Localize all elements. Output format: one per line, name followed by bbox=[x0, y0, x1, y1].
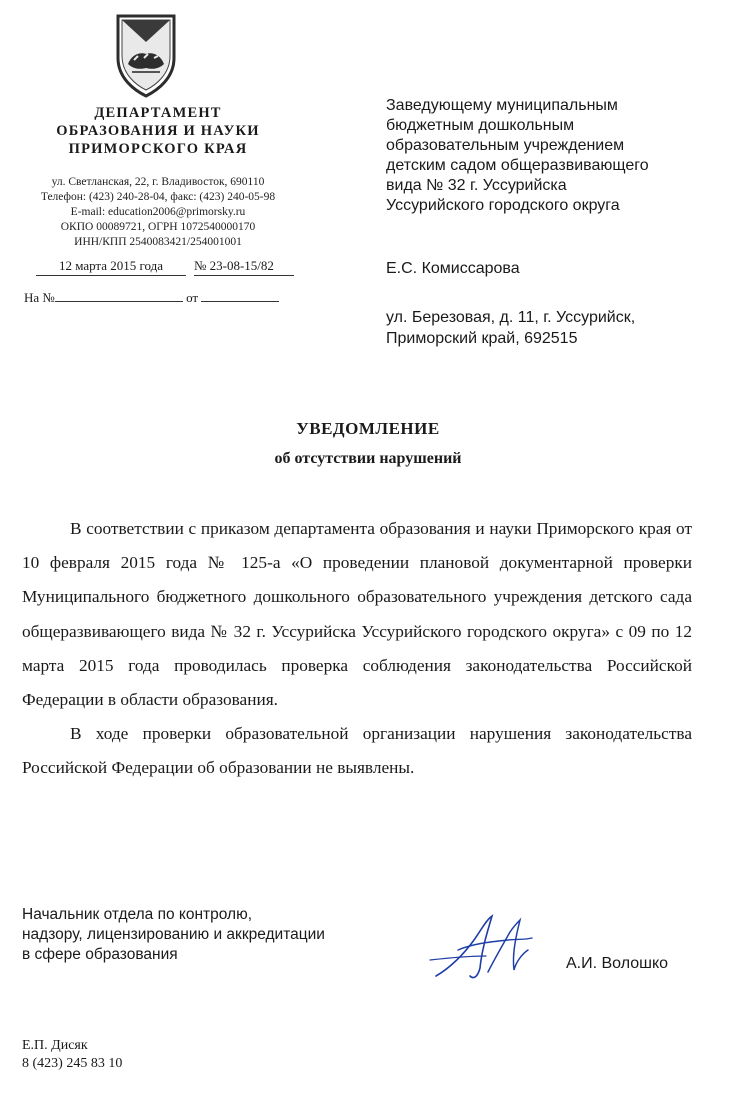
addressee-name: Е.С. Комиссарова bbox=[386, 260, 520, 277]
department-contacts bbox=[20, 175, 296, 250]
registration-date: 12 марта 2015 года bbox=[36, 258, 186, 276]
address-line: ул. Светланская, 22, г. Владивосток, 690110 bbox=[51, 176, 265, 188]
phone-line: Телефон: (423) 240-28-04, факс: (423) 240-05-98 bbox=[40, 191, 276, 203]
coat-of-arms-icon bbox=[114, 12, 178, 98]
inn-line: ИНН/КПП 2540083421/254001001 bbox=[74, 236, 242, 248]
signatory-name: А.И. Волошко bbox=[566, 955, 669, 972]
handwritten-signature bbox=[428, 910, 538, 984]
document-body bbox=[22, 512, 692, 786]
executor-name: Е.П. Дисяк bbox=[22, 1038, 88, 1053]
executor-phone: 8 (423) 245 83 10 bbox=[22, 1056, 123, 1071]
document-title: УВЕДОМЛЕНИЕ bbox=[296, 419, 440, 438]
email-line: E-mail: education2006@primorsky.ru bbox=[70, 206, 246, 218]
okpo-line: ОКПО 00089721, ОГРН 1072540000170 bbox=[60, 221, 256, 233]
body-paragraph: В соответствии с приказом департамента образования и науки Приморского края от 10 февраля 2015 года № 125-а «О проведении плановой документарной проверки Муниципального бюджетного дошкольного образовательного учреждения детского сада общеразвивающего вида № 32 г. Уссурийска Уссурийского городского округа» с 09 по 12 марта 2015 года проводилась проверка соблюдения законодательства Российской Федерации в области образования. bbox=[22, 519, 692, 710]
body-paragraph: В ходе проверки образовательной организации нарушения законодательства Российской Федерации об образовании не выявлены. bbox=[22, 724, 692, 778]
department-name: ДЕПАРТАМЕНТ ОБРАЗОВАНИЯ И НАУКИ ПРИМОРСКОГО КРАЯ bbox=[56, 105, 260, 157]
addressee-block: Заведующему муниципальным бюджетным дошкольным образовательным учреждением детским садом общеразвивающего вида № 32 г. Уссурийска Уссурийского городского округа bbox=[386, 97, 649, 214]
registration-number: № 23-08-15/82 bbox=[194, 258, 294, 276]
signatory-role: Начальник отдела по контролю, надзору, лицензированию и аккредитации в сфере образования bbox=[22, 906, 325, 963]
addressee-address: ул. Березовая, д. 11, г. Уссурийск, Приморский край, 692515 bbox=[386, 309, 636, 347]
in-reply-line: На № от bbox=[24, 289, 296, 306]
document-subtitle: об отсутствии нарушений bbox=[274, 450, 462, 467]
reply-number-blank bbox=[55, 289, 183, 302]
reply-date-blank bbox=[201, 289, 279, 302]
executor-info bbox=[22, 1037, 122, 1073]
